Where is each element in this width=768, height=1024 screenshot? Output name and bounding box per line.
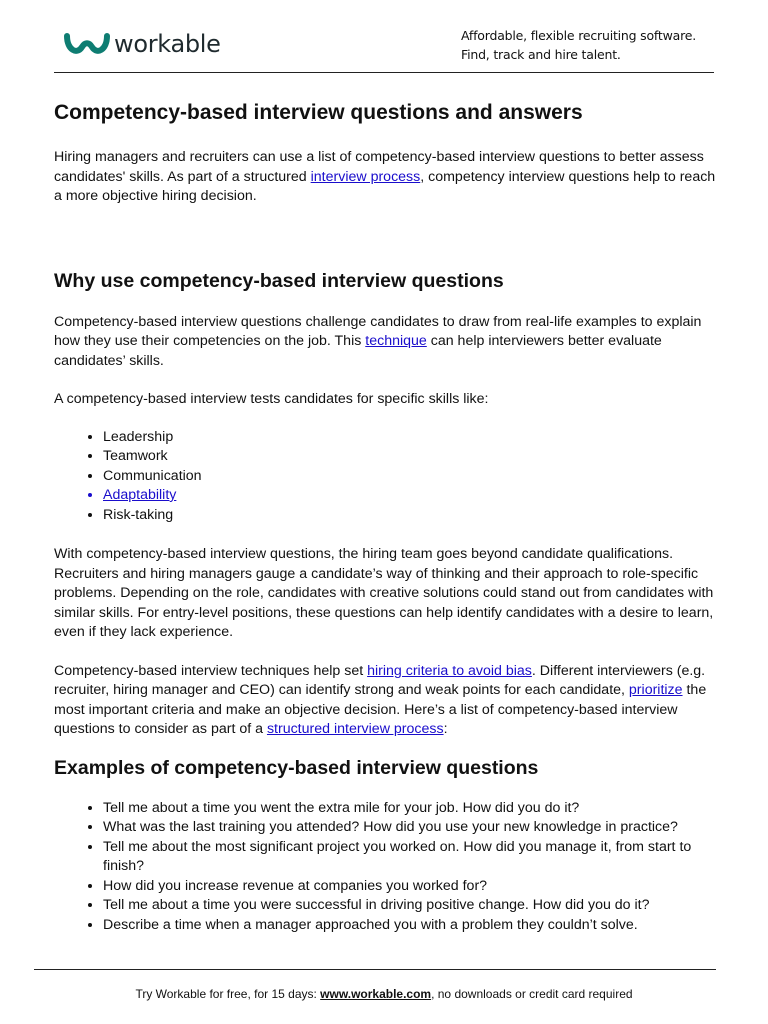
why-heading: Why use competency-based interview questions xyxy=(54,269,504,292)
skills-list xyxy=(54,428,720,526)
interview-process-link[interactable]: interview process xyxy=(310,168,421,185)
why-p4-text-4: : xyxy=(443,721,448,737)
skill-item: • Communication xyxy=(103,467,720,487)
why-paragraph-4 xyxy=(54,662,720,740)
why-p1-text-2: can help interviewers better evaluate candidates’ skills. xyxy=(54,333,662,369)
brand-name: workable xyxy=(114,30,221,58)
footer-divider xyxy=(34,969,716,970)
page-header xyxy=(0,0,768,74)
page-title: Competency-based interview questions and answers xyxy=(54,101,583,124)
skill-item-adaptability xyxy=(103,486,720,506)
why-p4-text-1: Competency-based interview techniques help set xyxy=(54,662,368,679)
question-item: • How did you increase revenue at companies you worked for? xyxy=(103,877,720,897)
question-item: • Tell me about a time you were successful in driving positive change. How did you do it? xyxy=(103,896,720,916)
why-paragraph-2: A competency-based interview tests candidates for specific skills like: xyxy=(54,391,489,407)
question-item: • What was the last training you attended? How did you use your new knowledge in practice? xyxy=(103,818,720,838)
skill-item: • Leadership xyxy=(103,428,720,448)
header-divider xyxy=(54,72,714,73)
why-paragraph-3: With competency-based interview questions, the hiring team goes beyond candidate qualifications. Recruiters and hiring managers gauge a candidate’s way of thinking and their approach to role-specific problems. Depending on the role, candidates with creative solutions could stand out from candidates with similar skills. For entry-level positions, these questions can help identify candidates with a desire to learn, even if they lack experience. xyxy=(54,546,714,640)
question-item: • Describe a time when a manager approached you with a problem they couldn’t solve. xyxy=(103,916,720,936)
adaptability-link[interactable]: Adaptability xyxy=(103,487,177,503)
workable-website-link[interactable]: www.workable.com xyxy=(320,987,432,1001)
footer-text-1: Try Workable for free, for 15 days: xyxy=(135,987,321,1001)
prioritize-link[interactable]: prioritize xyxy=(628,682,683,698)
workable-logo-icon xyxy=(64,30,110,58)
why-p4-text-3: the most important criteria and make an objective decision. Here’s a list of competency-based interview questions to consider as part of a xyxy=(54,682,707,737)
page-footer xyxy=(0,986,768,1002)
technique-link[interactable]: technique xyxy=(365,333,427,349)
question-item: • Tell me about the most significant project you worked on. How did you manage it, from start to finish? xyxy=(103,838,720,877)
skill-item: • Teamwork xyxy=(103,447,720,467)
tagline-line-2: Find, track and hire talent. xyxy=(461,47,621,62)
intro-text-2: , competency interview questions help to reach a more objective hiring decision. xyxy=(54,168,716,204)
tagline-line-1: Affordable, flexible recruiting software. xyxy=(461,28,697,43)
intro-paragraph xyxy=(54,148,720,207)
why-paragraph-1 xyxy=(54,313,720,372)
structured-interview-link[interactable]: structured interview process xyxy=(266,721,444,737)
why-p4-text-2: . Different interviewers (e.g. recruiter, hiring manager and CEO) can identify strong and weak points for each candidate, xyxy=(54,662,706,698)
header-tagline xyxy=(461,26,741,64)
questions-list xyxy=(54,799,720,936)
examples-heading: Examples of competency-based interview questions xyxy=(54,756,539,779)
footer-text-2: , no downloads or credit card required xyxy=(431,987,633,1001)
why-p1-text-1: Competency-based interview questions challenge candidates to draw from real-life examples to explain how they use their competencies on the job. This xyxy=(54,313,702,349)
intro-text-1: Hiring managers and recruiters can use a list of competency-based interview questions to better assess candidates' skills. As part of a structured xyxy=(54,149,704,185)
skill-item: • Risk-taking xyxy=(103,506,720,526)
question-item: • Tell me about a time you went the extra mile for your job. How did you do it? xyxy=(103,799,720,819)
document-body xyxy=(54,96,720,935)
workable-logo[interactable] xyxy=(64,30,221,58)
hiring-criteria-link[interactable]: hiring criteria to avoid bias xyxy=(367,662,532,679)
